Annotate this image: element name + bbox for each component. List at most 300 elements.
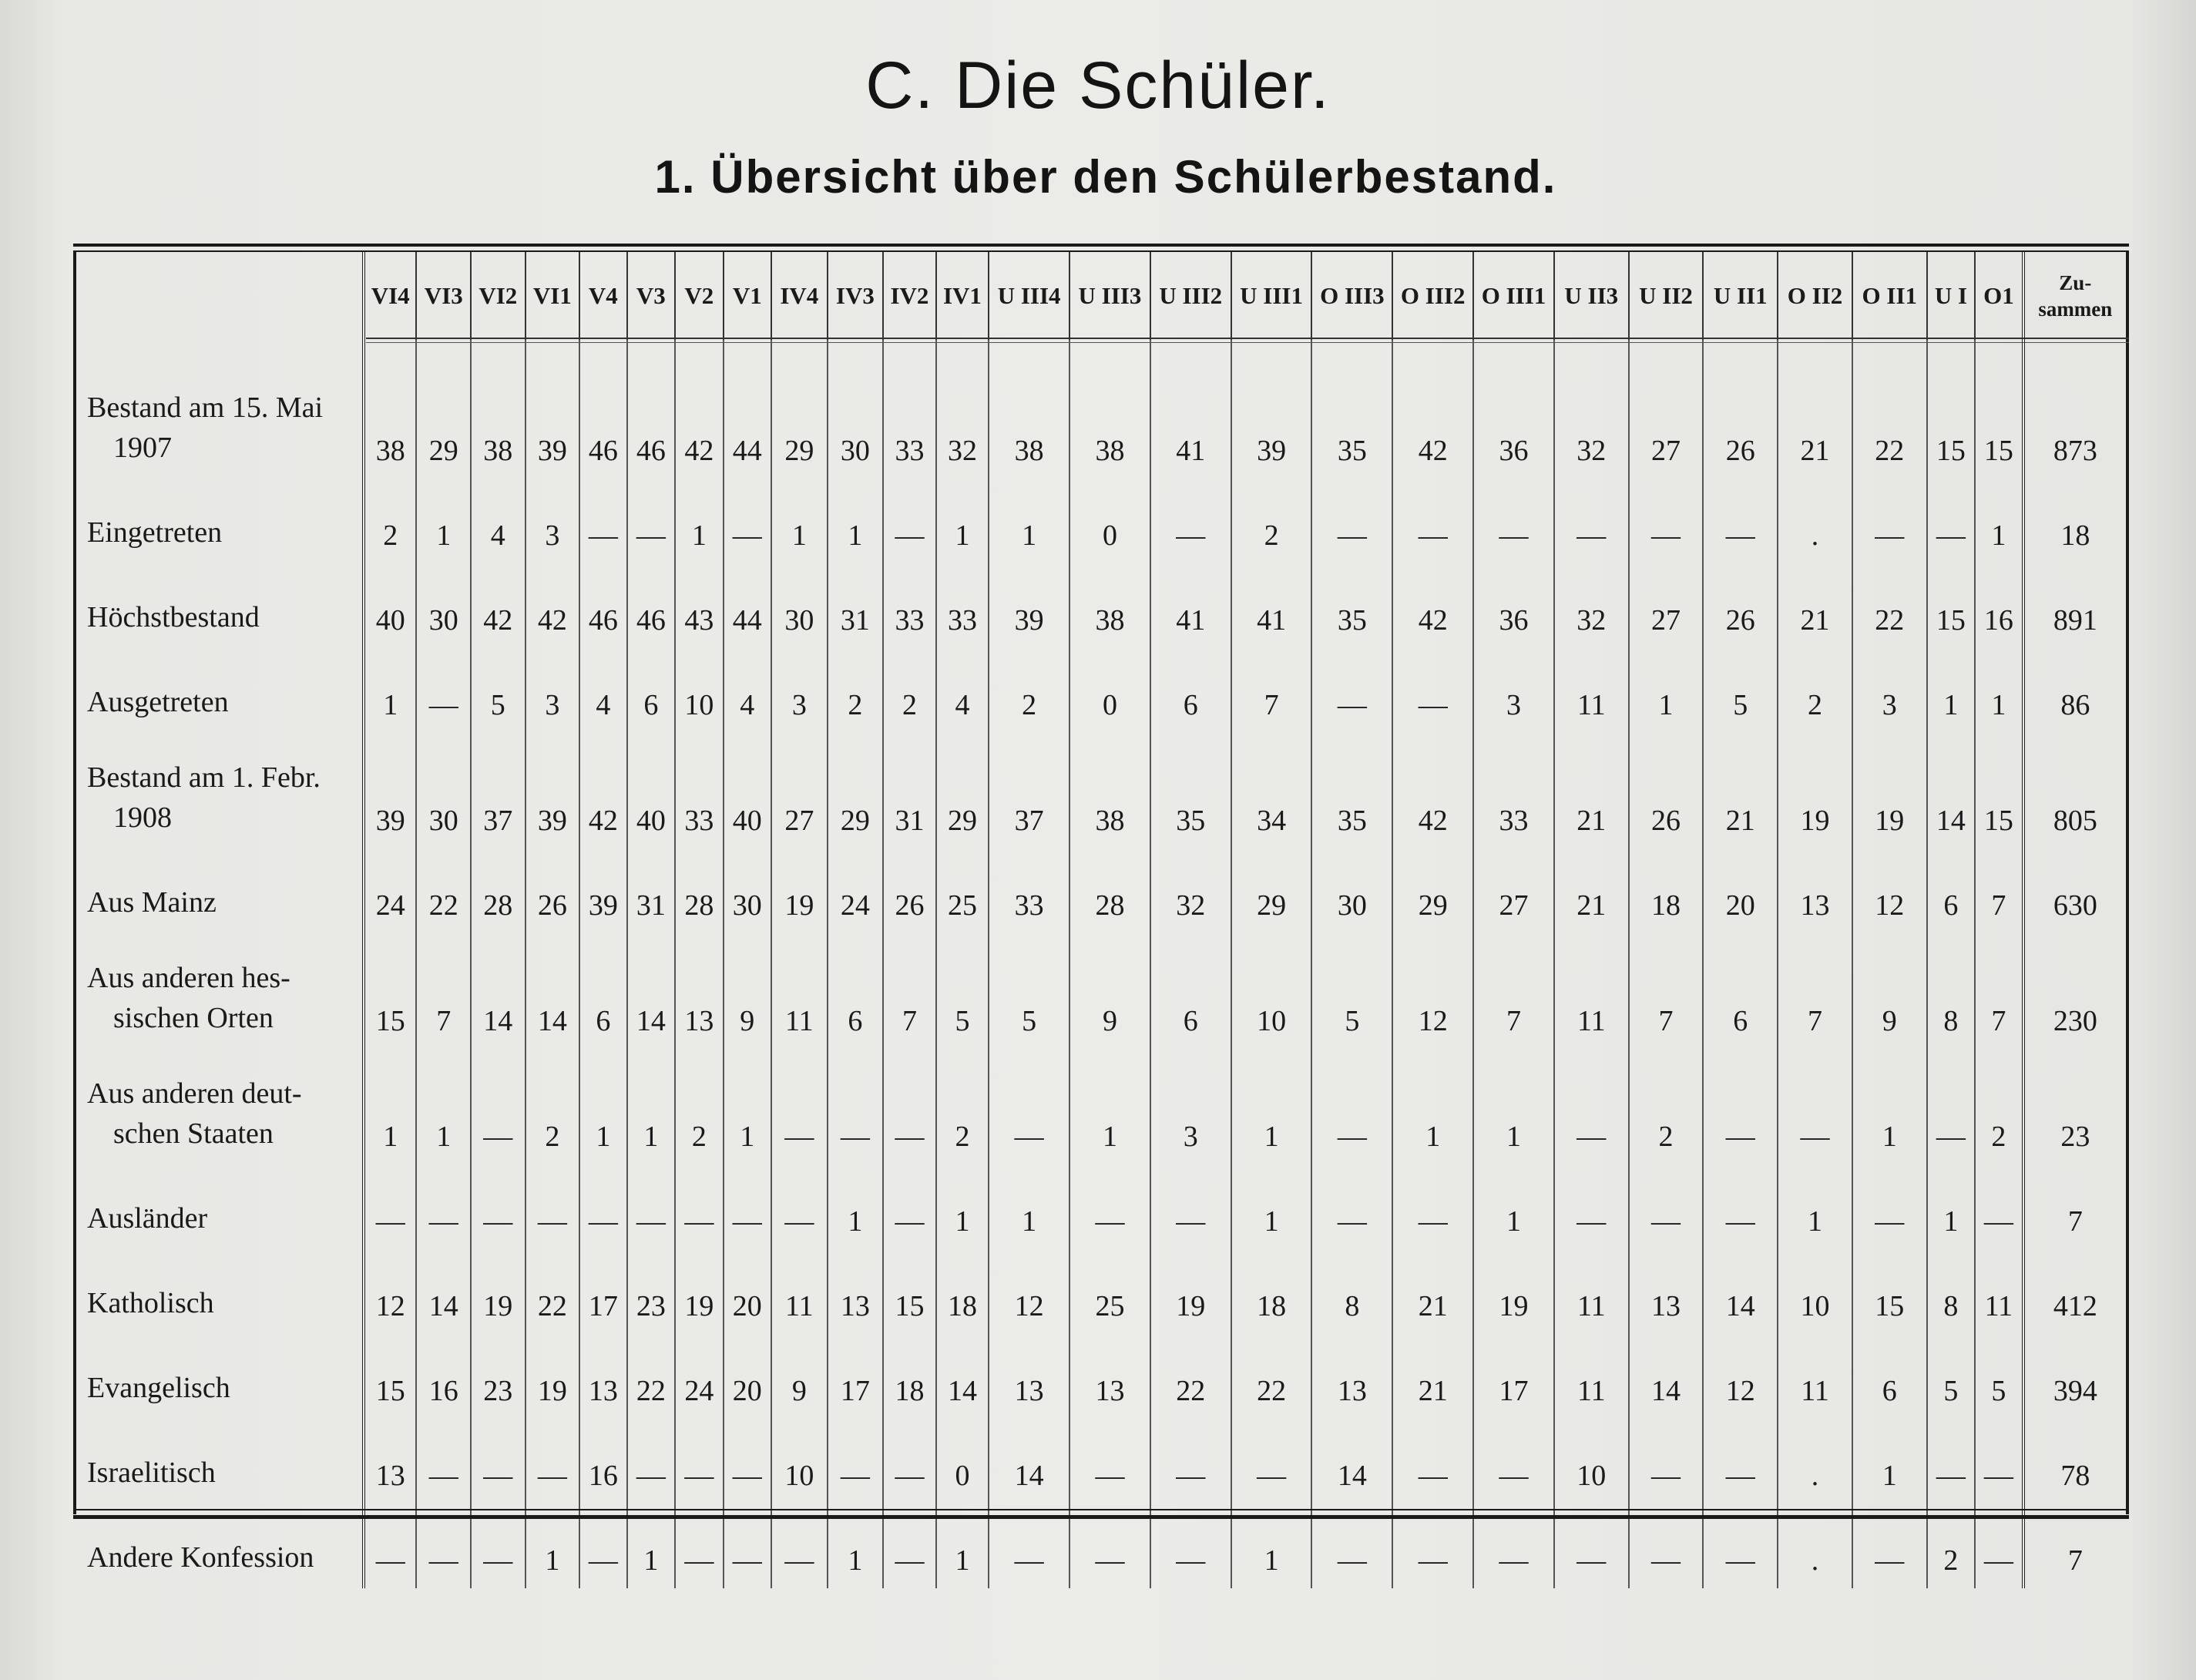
table-cell: — <box>724 1504 771 1588</box>
table-cell: — <box>1975 1504 2023 1588</box>
table-cell: — <box>675 1164 723 1249</box>
table-cell: 1 <box>1069 1049 1150 1164</box>
row-label <box>76 1334 364 1419</box>
table-cell: 13 <box>1069 1334 1150 1419</box>
table-row <box>76 1049 2126 1164</box>
table-cell: — <box>1311 479 1392 563</box>
table-row <box>76 848 2126 933</box>
row-label-line1: Aus anderen hes- <box>87 962 290 994</box>
table-cell: 2 <box>989 648 1069 733</box>
table-cell: — <box>416 648 471 733</box>
table-cell: 2 <box>1927 1504 1975 1588</box>
table-cell: 21 <box>1778 563 1852 648</box>
column-header: U II1 <box>1703 252 1778 340</box>
table-cell: 21 <box>1554 733 1629 848</box>
table-cell: 26 <box>1703 563 1778 648</box>
table-cell: — <box>1231 1419 1312 1504</box>
table-cell: 33 <box>675 733 723 848</box>
table-cell: — <box>883 479 936 563</box>
table-cell: — <box>579 1164 626 1249</box>
table-cell: — <box>675 1504 723 1588</box>
spacer-cell <box>1975 340 2023 363</box>
table-body <box>76 340 2126 1588</box>
table-cell: 4 <box>724 648 771 733</box>
table-cell: 24 <box>828 848 884 933</box>
table-cell: 22 <box>1852 563 1927 648</box>
table-row <box>76 363 2126 479</box>
spacer-cell <box>579 340 626 363</box>
spacer-cell <box>828 340 884 363</box>
column-header: O III2 <box>1392 252 1473 340</box>
table-cell: — <box>828 1049 884 1164</box>
spacer-cell <box>1778 340 1852 363</box>
table-cell: 24 <box>675 1334 723 1419</box>
table-row <box>76 933 2126 1049</box>
table-cell: 13 <box>1629 1249 1704 1334</box>
table-cell: 15 <box>1927 563 1975 648</box>
table-cell: 2 <box>364 479 417 563</box>
row-label <box>76 1164 364 1249</box>
table-cell: 7 <box>1473 933 1554 1049</box>
table-cell: 21 <box>1778 363 1852 479</box>
table-cell: 29 <box>1392 848 1473 933</box>
table-cell: — <box>883 1049 936 1164</box>
total-cell: 412 <box>2023 1249 2126 1334</box>
column-header: O1 <box>1975 252 2023 340</box>
table-cell: — <box>1703 1049 1778 1164</box>
table-cell: — <box>1975 1419 2023 1504</box>
table-cell: 6 <box>1852 1334 1927 1419</box>
table-cell: — <box>989 1049 1069 1164</box>
table-cell: — <box>1703 479 1778 563</box>
spacer-cell <box>627 340 675 363</box>
column-header: VI3 <box>416 252 471 340</box>
table-row <box>76 479 2126 563</box>
table-cell: 39 <box>525 733 580 848</box>
table-cell: 40 <box>364 563 417 648</box>
table-cell: 13 <box>989 1334 1069 1419</box>
table-cell: — <box>416 1419 471 1504</box>
row-label-line1: Bestand am 1. Febr. <box>87 761 321 794</box>
spacer-cell <box>1554 340 1629 363</box>
table-cell: 15 <box>364 933 417 1049</box>
table-cell: 39 <box>579 848 626 933</box>
table-cell: 25 <box>936 848 989 933</box>
table-cell: — <box>1069 1504 1150 1588</box>
column-header: V4 <box>579 252 626 340</box>
table-cell: 19 <box>1778 733 1852 848</box>
spacer-cell <box>2023 340 2126 363</box>
row-label-line1: Israelitisch <box>87 1457 216 1489</box>
column-header: U III2 <box>1150 252 1231 340</box>
table-cell: 13 <box>1778 848 1852 933</box>
table-cell: 46 <box>627 363 675 479</box>
column-header: U III4 <box>989 252 1069 340</box>
table-cell: 6 <box>627 648 675 733</box>
table-cell: 19 <box>1852 733 1927 848</box>
table-cell: — <box>525 1164 580 1249</box>
total-column-header: Zu-sammen <box>2023 252 2126 340</box>
table-cell: — <box>1069 1164 1150 1249</box>
table-cell: 43 <box>675 563 723 648</box>
table-cell: — <box>724 1164 771 1249</box>
table-cell: — <box>1392 1504 1473 1588</box>
table-cell: . <box>1778 1504 1852 1588</box>
table-cell: — <box>724 479 771 563</box>
table-row <box>76 563 2126 648</box>
table-cell: 1 <box>1231 1049 1312 1164</box>
table-bottom-rule <box>73 1515 2129 1519</box>
table-cell: — <box>1473 479 1554 563</box>
table-cell: 8 <box>1927 933 1975 1049</box>
table-cell: 39 <box>525 363 580 479</box>
table-cell: 38 <box>1069 563 1150 648</box>
table-cell: . <box>1778 1419 1852 1504</box>
table-cell: 3 <box>525 648 580 733</box>
table-cell: 11 <box>771 933 828 1049</box>
table-cell: 1 <box>828 1164 884 1249</box>
table-cell: 18 <box>936 1249 989 1334</box>
column-header: VI4 <box>364 252 417 340</box>
table-cell: 12 <box>1703 1334 1778 1419</box>
column-header: IV4 <box>771 252 828 340</box>
table-cell: 12 <box>364 1249 417 1334</box>
table-cell: 9 <box>1852 933 1927 1049</box>
table-cell: 29 <box>416 363 471 479</box>
table-cell: 18 <box>1231 1249 1312 1334</box>
table-cell: 30 <box>416 563 471 648</box>
table-cell: 1 <box>989 1164 1069 1249</box>
table-cell: 38 <box>989 363 1069 479</box>
table-cell: 31 <box>883 733 936 848</box>
row-label-line1: Ausgetreten <box>87 686 229 718</box>
spacer-cell <box>883 340 936 363</box>
table-cell: 29 <box>771 363 828 479</box>
table-cell: 42 <box>675 363 723 479</box>
table-cell: — <box>1629 479 1704 563</box>
table-cell: 34 <box>1231 733 1312 848</box>
table-cell: 31 <box>828 563 884 648</box>
table-cell: 22 <box>1150 1334 1231 1419</box>
table-cell: — <box>1069 1419 1150 1504</box>
table-cell: 22 <box>627 1334 675 1419</box>
total-cell: 891 <box>2023 563 2126 648</box>
table-cell: 1 <box>1852 1419 1927 1504</box>
table-cell: 1 <box>579 1049 626 1164</box>
table-cell: — <box>1852 479 1927 563</box>
table-cell: 13 <box>579 1334 626 1419</box>
table-cell: . <box>1778 479 1852 563</box>
total-cell: 630 <box>2023 848 2126 933</box>
table-cell: 40 <box>724 733 771 848</box>
row-label <box>76 1419 364 1504</box>
table-cell: 14 <box>525 933 580 1049</box>
table-cell: 7 <box>1975 848 2023 933</box>
spacer-cell <box>724 340 771 363</box>
table-cell: — <box>416 1504 471 1588</box>
table-cell: — <box>627 479 675 563</box>
table-cell: 19 <box>471 1249 525 1334</box>
table-bottom-rule-inner <box>73 1509 2129 1510</box>
table-cell: 29 <box>828 733 884 848</box>
table-cell: 1 <box>1629 648 1704 733</box>
table-cell: 29 <box>936 733 989 848</box>
table-cell: 6 <box>1150 648 1231 733</box>
table-cell: 42 <box>525 563 580 648</box>
column-header: U II3 <box>1554 252 1629 340</box>
table-cell: 26 <box>1703 363 1778 479</box>
table-cell: — <box>1392 1164 1473 1249</box>
table-cell: 27 <box>1629 563 1704 648</box>
row-label <box>76 733 364 848</box>
spacer-cell <box>1629 340 1704 363</box>
spacer-cell <box>76 340 364 363</box>
total-cell: 86 <box>2023 648 2126 733</box>
row-label <box>76 933 364 1049</box>
table-cell: — <box>1554 1164 1629 1249</box>
table-row <box>76 733 2126 848</box>
table-cell: 13 <box>1311 1334 1392 1419</box>
table-cell: — <box>1392 648 1473 733</box>
table-cell: — <box>1150 1419 1231 1504</box>
spacer-cell <box>1231 340 1312 363</box>
table-cell: — <box>364 1504 417 1588</box>
table-cell: 42 <box>1392 363 1473 479</box>
table-cell: — <box>1852 1504 1927 1588</box>
table-cell: 1 <box>1778 1164 1852 1249</box>
table-cell: 21 <box>1392 1334 1473 1419</box>
table-cell: 18 <box>1629 848 1704 933</box>
corner-cell <box>76 252 364 340</box>
table-cell: — <box>1554 479 1629 563</box>
table-cell: 14 <box>989 1419 1069 1504</box>
table-cell: 10 <box>675 648 723 733</box>
table-cell: 2 <box>1778 648 1852 733</box>
table-cell: 6 <box>1927 848 1975 933</box>
row-label-line1: Andere Konfession <box>87 1541 314 1574</box>
column-header: O II1 <box>1852 252 1927 340</box>
table-cell: 32 <box>936 363 989 479</box>
table-cell: 20 <box>724 1249 771 1334</box>
table-cell: 1 <box>1473 1049 1554 1164</box>
spacer-cell <box>1150 340 1231 363</box>
table-cell: 2 <box>936 1049 989 1164</box>
table-cell: 2 <box>675 1049 723 1164</box>
table-cell: 5 <box>1975 1334 2023 1419</box>
table-cell: 28 <box>471 848 525 933</box>
spacer-cell <box>1069 340 1150 363</box>
table-cell: 39 <box>1231 363 1312 479</box>
table-cell: 3 <box>1150 1049 1231 1164</box>
row-label <box>76 363 364 479</box>
table-cell: 14 <box>471 933 525 1049</box>
table-cell: 11 <box>1975 1249 2023 1334</box>
table-cell: — <box>1629 1504 1704 1588</box>
table-cell: 7 <box>1629 933 1704 1049</box>
table-cell: 9 <box>1069 933 1150 1049</box>
table-cell: 42 <box>471 563 525 648</box>
table-cell: 23 <box>471 1334 525 1419</box>
column-header: VI1 <box>525 252 580 340</box>
table-cell: — <box>1975 1164 2023 1249</box>
row-label-line2: schen Staaten <box>113 1117 274 1150</box>
table-cell: — <box>1150 1504 1231 1588</box>
table-cell: 3 <box>525 479 580 563</box>
table-cell: 1 <box>1927 648 1975 733</box>
student-table-frame <box>73 244 2129 1577</box>
table-cell: 42 <box>1392 733 1473 848</box>
table-cell: 7 <box>883 933 936 1049</box>
spacer-cell <box>989 340 1069 363</box>
table-cell: — <box>771 1504 828 1588</box>
row-label-line1: Ausländer <box>87 1202 208 1235</box>
table-cell: 19 <box>771 848 828 933</box>
table-cell: — <box>627 1164 675 1249</box>
table-cell: 22 <box>416 848 471 933</box>
table-row <box>76 1419 2126 1504</box>
table-cell: — <box>1311 1504 1392 1588</box>
table-cell: — <box>771 1164 828 1249</box>
column-header: U III1 <box>1231 252 1312 340</box>
total-cell: 230 <box>2023 933 2126 1049</box>
table-cell: 32 <box>1150 848 1231 933</box>
table-cell: 27 <box>1629 363 1704 479</box>
column-header: O II2 <box>1778 252 1852 340</box>
table-cell: — <box>883 1504 936 1588</box>
table-right-rule <box>2126 250 2129 1514</box>
table-cell: 1 <box>771 479 828 563</box>
table-cell: — <box>828 1419 884 1504</box>
table-cell: 14 <box>1703 1249 1778 1334</box>
table-cell: 6 <box>828 933 884 1049</box>
table-cell: — <box>364 1164 417 1249</box>
spacer-cell <box>675 340 723 363</box>
table-cell: 23 <box>627 1249 675 1334</box>
table-cell: 7 <box>1975 933 2023 1049</box>
table-cell: — <box>1311 648 1392 733</box>
spacer-cell <box>1927 340 1975 363</box>
total-cell: 7 <box>2023 1164 2126 1249</box>
column-header: V3 <box>627 252 675 340</box>
table-cell: 10 <box>1231 933 1312 1049</box>
table-cell: — <box>1778 1049 1852 1164</box>
table-cell: 2 <box>525 1049 580 1164</box>
table-cell: 1 <box>936 1164 989 1249</box>
table-cell: 46 <box>627 563 675 648</box>
table-cell: 11 <box>1778 1334 1852 1419</box>
spacer-row <box>76 340 2126 363</box>
table-cell: — <box>525 1419 580 1504</box>
table-cell: 26 <box>1629 733 1704 848</box>
table-cell: 14 <box>1927 733 1975 848</box>
table-cell: 2 <box>828 648 884 733</box>
table-cell: 28 <box>675 848 723 933</box>
table-cell: 11 <box>1554 1249 1629 1334</box>
table-cell: — <box>627 1419 675 1504</box>
table-cell: 14 <box>627 933 675 1049</box>
table-cell: 40 <box>627 733 675 848</box>
table-cell: 7 <box>1778 933 1852 1049</box>
row-label-line1: Höchstbestand <box>87 601 260 633</box>
table-cell: 8 <box>1311 1249 1392 1334</box>
table-cell: 21 <box>1392 1249 1473 1334</box>
table-cell: 29 <box>1231 848 1312 933</box>
column-header: U III3 <box>1069 252 1150 340</box>
table-cell: 11 <box>1554 1334 1629 1419</box>
table-cell: 1 <box>416 1049 471 1164</box>
row-label-line1: Aus anderen deut- <box>87 1077 302 1110</box>
table-cell: — <box>416 1164 471 1249</box>
table-cell: 41 <box>1150 363 1231 479</box>
spacer-cell <box>416 340 471 363</box>
table-cell: 30 <box>724 848 771 933</box>
table-cell: — <box>579 1504 626 1588</box>
table-cell: 46 <box>579 363 626 479</box>
table-cell: — <box>771 1049 828 1164</box>
row-label-line2: 1907 <box>113 432 172 464</box>
table-cell: 32 <box>1554 363 1629 479</box>
table-cell: 22 <box>525 1249 580 1334</box>
table-cell: 2 <box>1629 1049 1704 1164</box>
spacer-cell <box>525 340 580 363</box>
table-cell: 26 <box>883 848 936 933</box>
table-cell: 12 <box>989 1249 1069 1334</box>
page-subtitle: 1. Übersicht über den Schülerbestand. <box>654 151 1557 203</box>
column-header: IV1 <box>936 252 989 340</box>
table-cell: 32 <box>1554 563 1629 648</box>
table-cell: 22 <box>1852 363 1927 479</box>
table-cell: 27 <box>771 733 828 848</box>
table-cell: 5 <box>1311 933 1392 1049</box>
table-cell: 2 <box>1231 479 1312 563</box>
table-cell: 5 <box>1927 1334 1975 1419</box>
row-label-line1: Aus Mainz <box>87 886 217 919</box>
table-cell: 1 <box>364 648 417 733</box>
spacer-cell <box>771 340 828 363</box>
table-cell: 13 <box>828 1249 884 1334</box>
table-cell: 39 <box>364 733 417 848</box>
table-cell: 14 <box>936 1334 989 1419</box>
table-cell: 19 <box>525 1334 580 1419</box>
spacer-cell <box>1703 340 1778 363</box>
column-header: V2 <box>675 252 723 340</box>
table-cell: 1 <box>724 1049 771 1164</box>
table-cell: 2 <box>883 648 936 733</box>
table-cell: 20 <box>724 1334 771 1419</box>
table-cell: 20 <box>1703 848 1778 933</box>
table-cell: 30 <box>828 363 884 479</box>
table-cell: 1 <box>1852 1049 1927 1164</box>
table-cell: 13 <box>364 1419 417 1504</box>
table-cell: 19 <box>675 1249 723 1334</box>
table-cell: 7 <box>416 933 471 1049</box>
column-header: U I <box>1927 252 1975 340</box>
table-cell: 1 <box>936 479 989 563</box>
student-table <box>76 252 2126 1588</box>
column-header: U II2 <box>1629 252 1704 340</box>
total-cell: 18 <box>2023 479 2126 563</box>
total-cell: 78 <box>2023 1419 2126 1504</box>
table-cell: 6 <box>1703 933 1778 1049</box>
table-cell: — <box>471 1164 525 1249</box>
table-cell: 12 <box>1392 933 1473 1049</box>
table-cell: — <box>1927 479 1975 563</box>
table-cell: 33 <box>936 563 989 648</box>
total-cell: 7 <box>2023 1504 2126 1588</box>
table-cell: — <box>471 1049 525 1164</box>
table-cell: 10 <box>771 1419 828 1504</box>
table-cell: 0 <box>1069 479 1150 563</box>
